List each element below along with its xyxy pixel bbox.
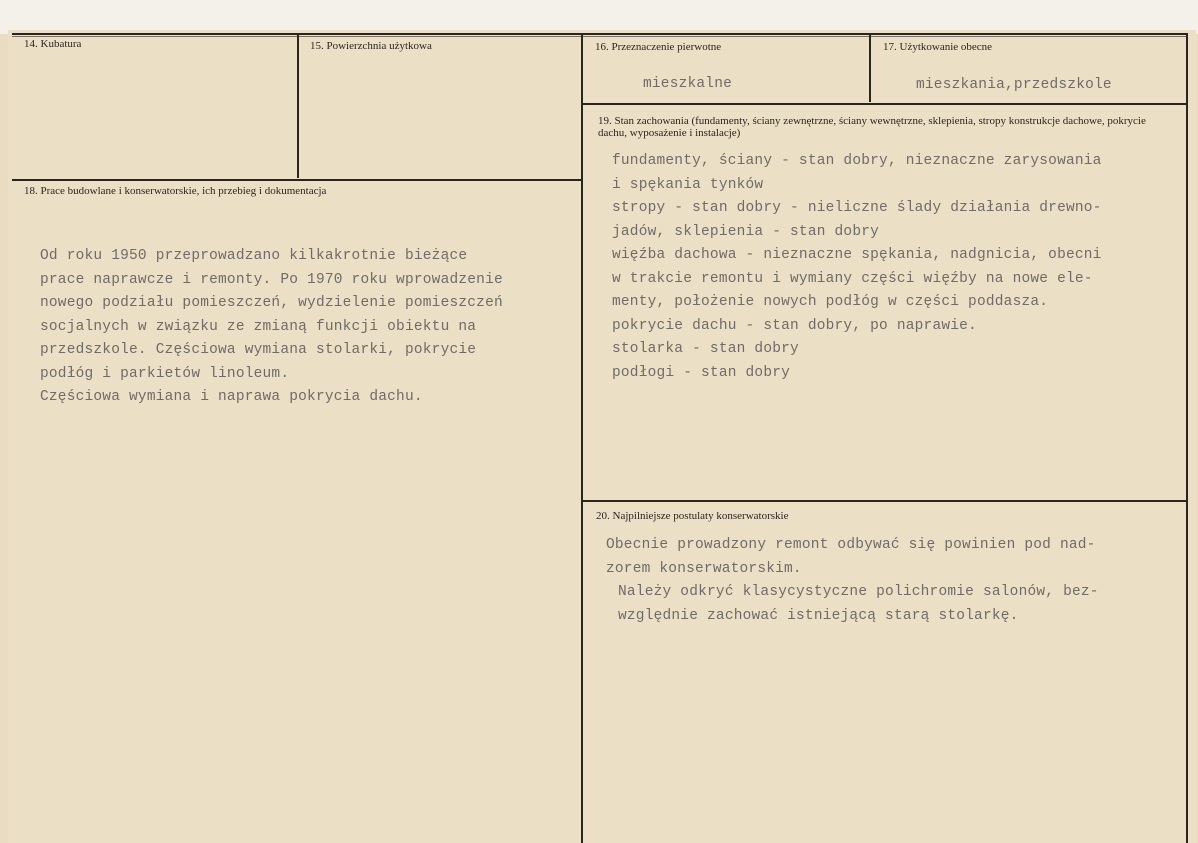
field-19-line: jadów, sklepienia - stan dobry [612, 223, 880, 240]
field-20-line: Należy odkryć klasycystyczne polichromie salonów, bez- [618, 584, 1099, 600]
field-20-text [606, 534, 1099, 628]
field-18-line: prace naprawcze i remonty. Po 1970 roku wprowadzenie [40, 271, 503, 288]
field-18-line: Częściowa wymiana i naprawa pokrycia dachu. [40, 389, 423, 405]
field-17-label: 17. Użytkowanie obecne [883, 41, 993, 53]
field-19-line: fundamenty, ściany - stan dobry, nieznaczne zarysowania [612, 153, 1102, 169]
field-19-text [612, 150, 1102, 385]
field-16-label: 16. Przeznaczenie pierwotne [595, 41, 722, 53]
divider-main-vertical [581, 35, 583, 843]
top-border-line [12, 33, 1188, 35]
field-18-label: 18. Prace budowlane i konserwatorskie, ich przebieg i dokumentacja [24, 185, 327, 197]
top-border-line-thin [12, 36, 1188, 37]
field-18-line: Od roku 1950 przeprowadzano kilkakrotnie bieżące [40, 248, 468, 264]
field-19-line: pokrycie dachu - stan dobry, po naprawie. [612, 317, 977, 334]
field-19-line: menty, położenie nowych podłóg w części poddasza. [612, 294, 1049, 310]
divider-above-19 [583, 103, 1188, 105]
field-15-label: 15. Powierzchnia użytkowa [310, 40, 432, 52]
field-14-label: 14. Kubatura [24, 38, 82, 50]
paper-top-edge [0, 0, 1198, 34]
field-19-label: 19. Stan zachowania (fundamenty, ściany zewnętrzne, ściany wewnętrzne, sklepienia, stropy konstrukcje dachowe, pokrycie dachu, wyposażenie i instalacje) [598, 115, 1146, 139]
field-19-line: stropy - stan dobry - nieliczne ślady działania drewno- [612, 200, 1102, 216]
field-17-value: mieszkania,przedszkole [916, 77, 1112, 93]
field-20-line: Obecnie prowadzony remont odbywać się powinien pod nad- [606, 537, 1096, 553]
field-18-line: nowego podziału pomieszczeń, wydzielenie pomieszczeń [40, 295, 503, 311]
field-19-line: stolarka - stan dobry [612, 341, 799, 357]
field-16-value: mieszkalne [643, 76, 733, 92]
divider-above-18 [12, 179, 583, 181]
field-18-text [40, 245, 503, 410]
field-19-line: więźba dachowa - nieznaczne spękania, nadgnicia, obecni [612, 247, 1102, 263]
divider-above-20 [583, 500, 1188, 502]
field-18-line: socjalnych w związku ze zmianą funkcji obiektu na [40, 318, 477, 335]
field-18-line: podłóg i parkietów linoleum. [40, 365, 290, 382]
field-19-line: w trakcie remontu i wymiany części więźby na nowe ele- [612, 270, 1093, 287]
field-20-line: względnie zachować istniejącą starą stolarkę. [618, 607, 1019, 624]
divider-14-15 [297, 35, 299, 178]
divider-16-17 [869, 35, 871, 102]
field-19-line: podłogi - stan dobry [612, 364, 791, 381]
field-20-label: 20. Najpilniejsze postulaty konserwatorskie [596, 510, 789, 522]
divider-right-edge [1186, 35, 1188, 843]
field-20-line: zorem konserwatorskim. [606, 560, 802, 577]
field-18-line: przedszkole. Częściowa wymiana stolarki, pokrycie [40, 342, 477, 358]
field-19-line: i spękania tynków [612, 176, 764, 193]
